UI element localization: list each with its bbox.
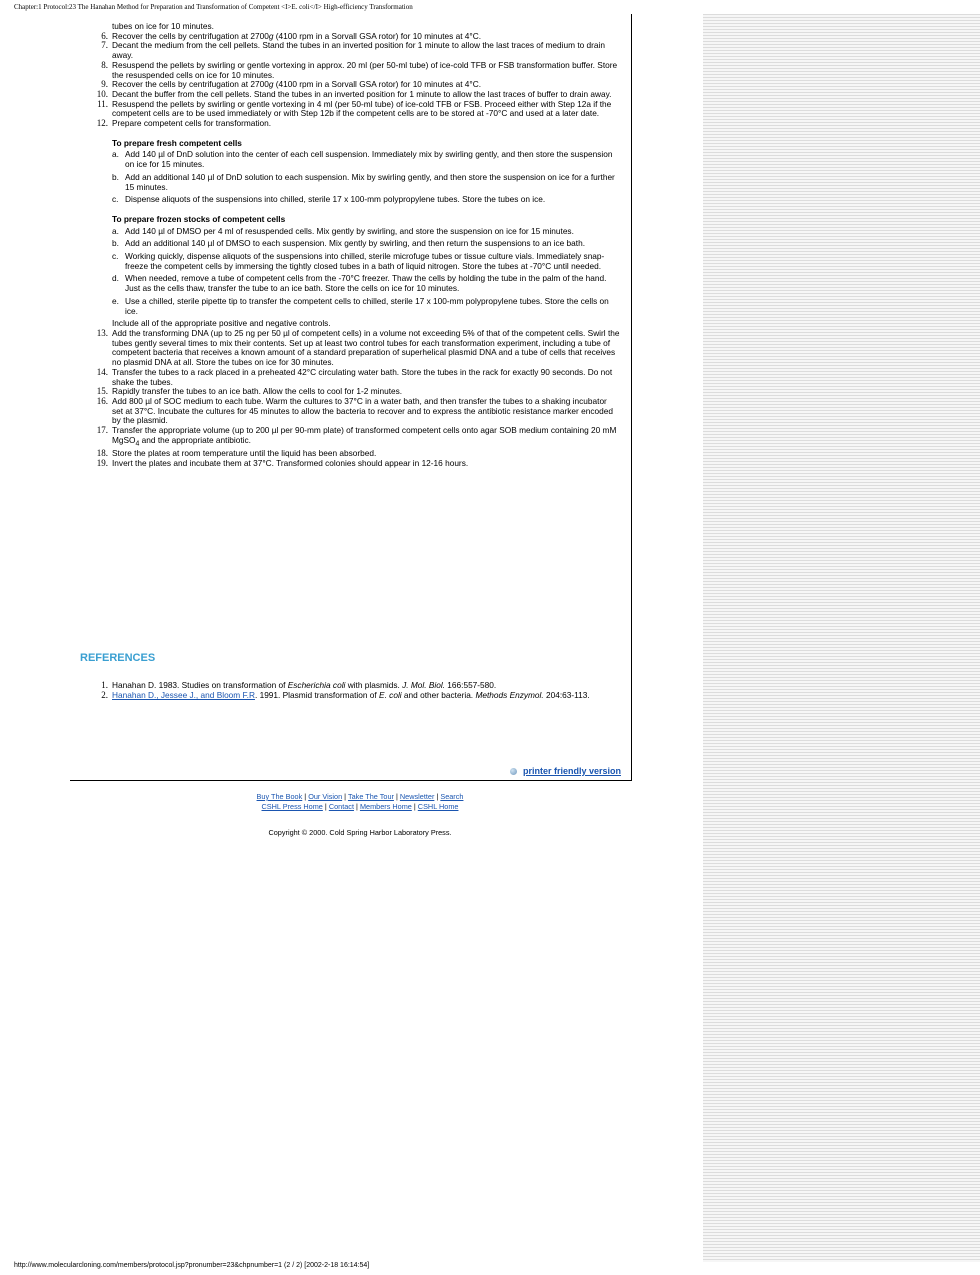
footer-nav-row-1: Buy The Book | Our Vision | Take The Tour | Newsletter | Search [256, 792, 464, 801]
list-item: b. Add an additional 140 µl of DnD solution to each suspension. Mix by swirling gently, and then store the suspension on ice for a further 15 minutes. [112, 171, 615, 192]
fresh-cells-list [112, 150, 620, 205]
list-item: b. Add an additional 140 µl of DMSO to each suspension. Mix gently by swirling, and then return the suspensions to an ice bath. [112, 238, 585, 249]
reference-item: 1. Hanahan D. 1983. Studies on transformation of Escherichia coli with plasmids. J. Mol. Biol. 166:557-580. [112, 681, 620, 691]
reference-number: 1. [101, 680, 108, 690]
frozen-stocks-heading: To prepare frozen stocks of competent cells [112, 213, 286, 224]
step-9: 9. Recover the cells by centrifugation at 2700g (4100 rpm in a Sorvall GSA rotor) for 10 minutes at 4°C. [112, 80, 620, 90]
newsletter-link[interactable]: Newsletter [399, 792, 435, 801]
step-number: 8. [101, 59, 108, 70]
controls-note: Include all of the appropriate positive and negative controls. [112, 318, 331, 329]
list-item: e. Use a chilled, sterile pipette tip to transfer the competent cells to chilled, sterile 17 x 100-mm polypropylene tubes. Store the cells on ice. [112, 295, 609, 316]
cshl-home-link[interactable]: CSHL Home [417, 802, 459, 811]
press-home-link[interactable]: CSHL Press Home [261, 802, 323, 811]
step-12: 12. Prepare competent cells for transformation. To prepare fresh competent cells a. Add 140 µl of DnD solution into the center of each cell suspension. Immediately mix by swirling gently, and then store the suspension on ice for 15 minutes. b. Add an additional 140 µl of DnD solution to each suspension. Mix by swirling gently, and then store the suspension on ice for a further 15 minutes. c. Dispense aliquots of the suspensions into chilled, sterile 17 x 100-mm polypropylene tubes. Store the tubes on ice. To prepare frozen stocks of competent cells a. Add 140 µl of DMSO per 4 ml of resuspended cells. Mix gently by swirling, and store the suspension on ice for 15 minutes. b. Add an additional 140 µl of DMSO to each suspension. Mix gently by swirling, and then return the suspensions to an ice bath. c. Working quickly, dispense aliquots of the suspensions into chilled, sterile microfuge tubes or tissue culture vials. Immediately snap-freeze the competent cells by immersing the tightly closed tubes in a bath of liquid nitrogen. Store the tubes at -70°C until needed. d. When needed, remove a tube of competent cells from the -70°C freezer. Thaw the cells by holding the tube in the palm of the hand. Just as the cells thaw, transfer the tube to an ice bath. Store the cells on ice for 10 minutes. e. Use a chilled, sterile pipette tip to transfer the competent cells to chilled, sterile 17 x 100-mm polypropylene tubes. Store the cells on ice. Include all of the appropriate positive and negative controls. [112, 119, 620, 329]
step-11: 11. Resuspend the pellets by swirling or gentle vortexing in 4 ml (per 50-ml tube) of ice-cold TFB or FSB. Proceed either with Step 12a if the competent cells are to be used immediately or with Step 12b if the competent cells are to be stored at -70°C and used at a later date. [112, 100, 620, 119]
step-15: 15. Rapidly transfer the tubes to an ice bath. Allow the cells to cool for 1-2 minutes. [112, 387, 620, 397]
list-item: c. Dispense aliquots of the suspensions into chilled, sterile 17 x 100-mm polypropylene tubes. Store the tubes on ice. [112, 194, 546, 205]
members-home-link[interactable]: Members Home [359, 802, 412, 811]
references-list [101, 680, 620, 700]
printer-friendly-link[interactable]: printer friendly version [522, 766, 621, 776]
step-number: 13. [96, 327, 108, 338]
printer-friendly-row [510, 766, 621, 776]
copyright-notice: Copyright © 2000. Cold Spring Harbor Laboratory Press. [268, 828, 452, 837]
list-item: a. Add 140 µl of DnD solution into the center of each cell suspension. Immediately mix by swirling gently, and then store the suspension on ice for 15 minutes. [112, 149, 613, 170]
step-17: 17. Transfer the appropriate volume (up to 200 µl per 90-mm plate) of transformed competent cells onto agar SOB medium containing 20 mM MgSO$_4$ and the appropriate antibiotic. [112, 426, 620, 449]
step-number: 18. [96, 448, 108, 459]
protocol-steps [96, 21, 620, 468]
step-10: 10. Decant the buffer from the cell pellets. Stand the tubes in an inverted position for 1 minute to allow the last traces of buffer to drain away. [112, 90, 620, 100]
footer-nav [70, 792, 650, 812]
list-item: c. Working quickly, dispense aliquots of the suspensions into chilled, sterile microfuge tubes or tissue culture vials. Immediately snap-freeze the competent cells by immersing the tightly closed tubes in a bath of liquid nitrogen. Store the tubes at -70°C until needed. [112, 251, 605, 271]
step-number: 9. [101, 79, 108, 90]
step-number: 7. [101, 40, 108, 51]
step-13: 13. Add the transforming DNA (up to 25 ng per 50 µl of competent cells) in a volume not exceeding 5% of that of the competent cells. Swirl the tubes gently several times to mix their contents. Set up at least two control tubes for each transformation experiment, including a tube of competent bacteria that receives a known amount of a standard preparation of superhelical plasmid DNA and a tube of cells that receives no plasmid DNA at all. Store the tubes on ice for 30 minutes. [112, 329, 620, 368]
protocol-content [70, 14, 632, 781]
step-6: 6. Recover the cells by centrifugation at 2700g (4100 rpm in a Sorvall GSA rotor) for 10 minutes at 4°C. [112, 32, 620, 42]
references-heading: REFERENCES [80, 652, 156, 664]
step-14: 14. Transfer the tubes to a rack placed in a preheated 42°C circulating water bath. Store the tubes in the rack for exactly 90 seconds. Do not shake the tubes. [112, 368, 620, 387]
frozen-stocks-list [112, 227, 620, 317]
print-header-title: Chapter:1 Protocol:23 The Hanahan Method for Preparation and Transformation of Competent <I>E. coli</I> High-efficiency Transformation [14, 3, 413, 11]
step-18: 18. Store the plates at room temperature until the liquid has been absorbed. [112, 449, 620, 459]
buy-book-link[interactable]: Buy The Book [256, 792, 303, 801]
list-item: a. Add 140 µl of DMSO per 4 ml of resuspended cells. Mix gently by swirling, and store the suspension on ice for 15 minutes. [112, 225, 574, 236]
fresh-cells-heading: To prepare fresh competent cells [112, 137, 242, 148]
step-5-tail: tubes on ice for 10 minutes. [112, 21, 214, 31]
right-gray-strip [703, 14, 980, 1262]
step-number: 17. [96, 425, 108, 436]
reference-item: 2. Hanahan D., Jessee J., and Bloom F.R. 1991. Plasmid transformation of E. coli and other bacteria. Methods Enzymol. 204:63-113. [112, 691, 620, 701]
step-number: 11. [97, 98, 108, 109]
step-number: 14. [96, 366, 108, 377]
step-number: 19. [96, 457, 108, 468]
our-vision-link[interactable]: Our Vision [308, 792, 343, 801]
print-footer-url: http://www.molecularcloning.com/members/protocol.jsp?pronumber=23&chpnumber=1 (2 / 2) [2002-2-18 16:14:54] [14, 1262, 370, 1269]
search-link[interactable]: Search [440, 792, 464, 801]
step-number: 15. [96, 386, 108, 397]
step-number: 12. [96, 118, 108, 129]
reference-authors-link[interactable]: Hanahan D., Jessee J., and Bloom F.R [112, 689, 255, 700]
step-16: 16. Add 800 µl of SOC medium to each tube. Warm the cultures to 37°C in a water bath, and then transfer the tubes to a shaking incubator set at 37°C. Incubate the cultures for 45 minutes to allow the bacteria to recover and to express the antibiotic resistance marker encoded by the plasmid. [112, 397, 620, 426]
list-item: d. When needed, remove a tube of competent cells from the -70°C freezer. Thaw the cells by holding the tube in the palm of the hand. Just as the cells thaw, transfer the tube to an ice bath. Store the cells on ice for 10 minutes. [112, 273, 607, 294]
take-tour-link[interactable]: Take The Tour [347, 792, 394, 801]
step-7: 7. Decant the medium from the cell pellets. Stand the tubes in an inverted position for 1 minute to allow the last traces of medium to drain away. [112, 41, 620, 60]
footer-nav-row-2: CSHL Press Home | Contact | Members Home | CSHL Home [261, 802, 459, 811]
step-number: 16. [96, 395, 108, 406]
step-8: 8. Resuspend the pellets by swirling or gentle vortexing in approx. 20 ml (per 50-ml tube) of ice-cold TFB or FSB transformation buffer. Store the resuspended cells on ice for 10 minutes. [112, 61, 620, 80]
step-19: 19. Invert the plates and incubate them at 37°C. Transformed colonies should appear in 12-16 hours. [112, 459, 620, 469]
step-number: 6. [101, 30, 108, 41]
contact-link[interactable]: Contact [328, 802, 354, 811]
bullet-icon [510, 768, 517, 775]
step-number: 10. [96, 88, 108, 99]
reference-number: 2. [101, 689, 108, 700]
